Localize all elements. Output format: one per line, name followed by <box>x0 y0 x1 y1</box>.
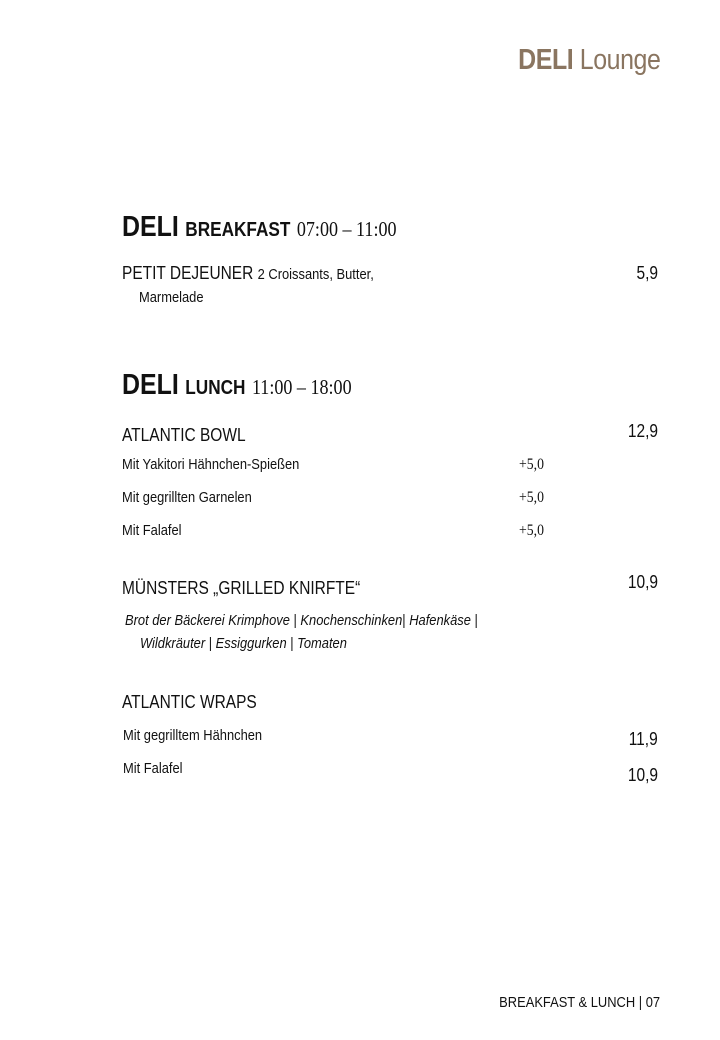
knirfte-description-1 <box>125 612 535 630</box>
petit-dejeuner-item <box>122 263 415 284</box>
bowl-option-extra: +5,0 <box>519 489 544 506</box>
ingredient: Essiggurken <box>215 635 287 652</box>
breakfast-time: 07:00 – 11:00 <box>296 217 397 241</box>
knirfte-price: 10,9 <box>627 572 658 592</box>
wraps-option-price: 11,9 <box>629 729 658 749</box>
ingredient: Wildkräuter <box>140 635 206 652</box>
atlantic-bowl-price: 12,9 <box>627 421 658 441</box>
wraps-option-label: Mit Falafel <box>123 760 183 777</box>
knirfte-name: MÜNSTERS „GRILLED KNIRFTE“ <box>122 578 361 598</box>
separator: | <box>289 612 301 629</box>
wraps-option-label: Mit gegrilltem Hähnchen <box>123 727 263 744</box>
bowl-option-label: Mit gegrillten Garnelen <box>122 489 252 506</box>
item-description: 2 Croissants, Butter, <box>257 266 374 283</box>
ingredient: Tomaten <box>297 635 347 652</box>
footer-section: BREAKFAST & LUNCH <box>499 994 636 1011</box>
footer-separator: | <box>638 994 643 1011</box>
breakfast-kind: BREAKFAST <box>185 219 291 241</box>
bowl-option-extra: +5,0 <box>519 522 544 539</box>
bowl-option-label: Mit Yakitori Hähnchen-Spießen <box>122 456 300 473</box>
footer-page-number: 07 <box>645 994 660 1011</box>
petit-dejeuner-description-2: Marmelade <box>139 289 204 306</box>
lunch-time: 11:00 – 18:00 <box>251 375 352 399</box>
ingredient: Knochenschinken <box>300 612 403 629</box>
atlantic-wraps-name: ATLANTIC WRAPS <box>122 692 257 712</box>
petit-dejeuner-price: 5,9 <box>636 263 658 283</box>
page-footer <box>473 994 660 1011</box>
breakfast-deli: DELI <box>122 211 179 243</box>
knirfte-description-2 <box>140 635 381 653</box>
lunch-deli: DELI <box>122 369 179 401</box>
bowl-option-extra: +5,0 <box>519 456 544 473</box>
breakfast-title <box>122 211 441 244</box>
separator: | <box>402 612 410 629</box>
brand-bold: DELI <box>517 44 573 76</box>
separator: | <box>205 635 216 652</box>
item-name: PETIT DEJEUNER <box>122 263 254 283</box>
lunch-kind: LUNCH <box>185 377 246 399</box>
separator: | <box>286 635 298 652</box>
wraps-option-price: 10,9 <box>627 765 658 785</box>
brand-logo <box>495 44 660 77</box>
ingredient: Hafenkäse <box>409 612 471 629</box>
separator: | <box>470 612 478 629</box>
lunch-title <box>122 369 389 402</box>
atlantic-bowl-name: ATLANTIC BOWL <box>122 425 246 445</box>
bowl-option-label: Mit Falafel <box>122 522 182 539</box>
brand-light: Lounge <box>579 44 660 76</box>
ingredient: Brot der Bäckerei Krimphove <box>125 612 290 629</box>
